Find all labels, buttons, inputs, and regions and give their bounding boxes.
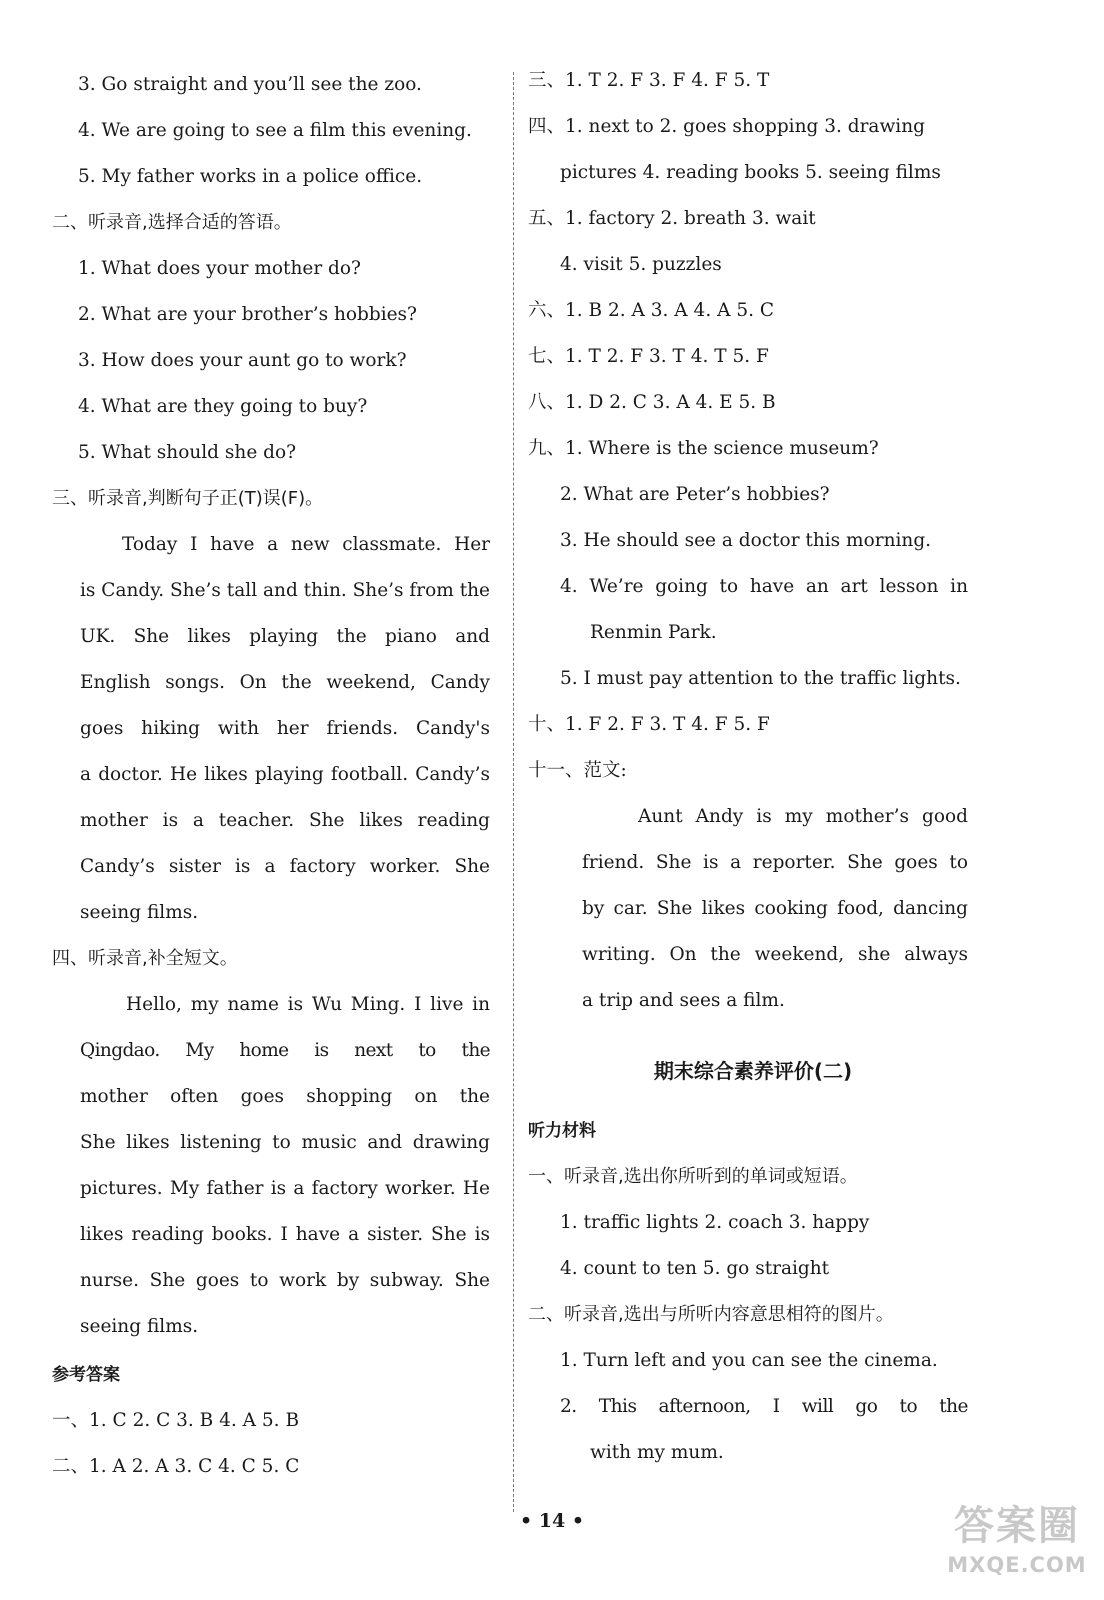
section-2-item-2: 2. This afternoon, I will go to the	[560, 1396, 968, 1417]
section-heading-4: 四、听录音,补全短文。	[52, 948, 238, 969]
passage-3-line: Today I have a new classmate. Her	[122, 534, 490, 555]
essay-line: a trip and sees a film.	[582, 990, 785, 1011]
listening-line-4: 4. We are going to see a film this evening.	[78, 120, 472, 141]
passage-4-line: nurse. She goes to work by subway. She	[80, 1270, 490, 1291]
left-column	[52, 62, 500, 1490]
question-3: 3. How does your aunt go to work?	[78, 350, 407, 371]
answers-part-3: 三、1. T 2. F 3. F 4. F 5. T	[528, 70, 770, 91]
passage-4-line: She likes listening to music and drawing	[80, 1132, 490, 1153]
page-number: • 14 •	[520, 1510, 584, 1532]
answers-part-9-item-3: 3. He should see a doctor this morning.	[560, 530, 932, 551]
essay-line: friend. She is a reporter. She goes to	[582, 852, 968, 873]
question-5: 5. What should she do?	[78, 442, 297, 463]
section-heading-3: 三、听录音,判断句子正(T)误(F)。	[52, 488, 324, 509]
passage-4-line: seeing films.	[80, 1316, 199, 1337]
essay-line: writing. On the weekend, she always	[582, 944, 968, 965]
listening-line-5: 5. My father works in a police office.	[78, 166, 423, 187]
answers-part-9-item-4: 4. We’re going to have an art lesson in	[560, 576, 968, 597]
answers-part-9-item-2: 2. What are Peter’s hobbies?	[560, 484, 830, 505]
exam-title: 期末综合素养评价(二)	[653, 1059, 853, 1083]
answers-part-9: 九、1. Where is the science museum?	[528, 438, 879, 459]
right-column	[528, 58, 978, 1476]
answers-label: 参考答案	[52, 1365, 120, 1385]
watermark-text-bottom: MXQE.COM	[947, 1553, 1087, 1577]
answers-part-5-cont: 4. visit 5. puzzles	[560, 254, 722, 275]
question-1: 1. What does your mother do?	[78, 258, 361, 279]
passage-3-line: a doctor. He likes playing football. Candy’s	[80, 764, 490, 785]
passage-4-line: Qingdao. My home is next to the	[80, 1040, 490, 1061]
watermark-logo	[942, 1500, 1092, 1590]
section-heading-2-new: 二、听录音,选出与所听内容意思相符的图片。	[528, 1304, 894, 1325]
answers-part-2: 二、1. A 2. A 3. C 4. C 5. C	[52, 1456, 300, 1477]
passage-4-line: pictures. My father is a factory worker. He	[80, 1178, 490, 1199]
passage-4-line: likes reading books. I have a sister. She is	[80, 1224, 490, 1245]
answers-part-4-cont: pictures 4. reading books 5. seeing films	[560, 162, 941, 183]
passage-3-line: goes hiking with her friends. Candy's	[80, 718, 490, 739]
question-2: 2. What are your brother’s hobbies?	[78, 304, 417, 325]
answers-part-9-item-4-cont: Renmin Park.	[590, 622, 717, 643]
answers-part-6: 六、1. B 2. A 3. A 4. A 5. C	[528, 300, 775, 321]
passage-3-line: is Candy. She’s tall and thin. She’s from the	[80, 580, 490, 601]
listening-line-3: 3. Go straight and you’ll see the zoo.	[78, 74, 422, 95]
passage-4-line: Hello, my name is Wu Ming. I live in	[126, 994, 490, 1015]
section-2-item-2-cont: with my mum.	[590, 1442, 724, 1463]
section-heading-2: 二、听录音,选择合适的答语。	[52, 212, 292, 233]
watermark-text-top: 答案圈	[954, 1503, 1080, 1549]
answers-part-4: 四、1. next to 2. goes shopping 3. drawing	[528, 116, 925, 137]
section-1-items-a: 1. traffic lights 2. coach 3. happy	[560, 1212, 870, 1233]
essay-line: by car. She likes cooking food, dancing	[582, 898, 968, 919]
answers-part-11: 十一、范文:	[528, 760, 627, 781]
question-4: 4. What are they going to buy?	[78, 396, 368, 417]
passage-3-line: Candy’s sister is a factory worker. She	[80, 856, 490, 877]
listening-materials-label: 听力材料	[528, 1121, 596, 1141]
section-1-items-b: 4. count to ten 5. go straight	[560, 1258, 830, 1279]
answers-part-8: 八、1. D 2. C 3. A 4. E 5. B	[528, 392, 776, 413]
answers-part-7: 七、1. T 2. F 3. T 4. T 5. F	[528, 346, 769, 367]
passage-3-line: English songs. On the weekend, Candy	[80, 672, 490, 693]
answers-part-10: 十、1. F 2. F 3. T 4. F 5. F	[528, 714, 770, 735]
section-heading-1: 一、听录音,选出你所听到的单词或短语。	[528, 1166, 858, 1187]
answers-part-9-item-5: 5. I must pay attention to the traffic lights.	[560, 668, 961, 689]
answers-part-1: 一、1. C 2. C 3. B 4. A 5. B	[52, 1410, 300, 1431]
passage-3-line: seeing films.	[80, 902, 199, 923]
essay-line: Aunt Andy is my mother’s good	[638, 806, 968, 827]
passage-3-line: UK. She likes playing the piano and	[80, 626, 490, 647]
passage-4-line: mother often goes shopping on the	[80, 1086, 490, 1107]
answers-part-5: 五、1. factory 2. breath 3. wait	[528, 208, 816, 229]
section-2-item-1: 1. Turn left and you can see the cinema.	[560, 1350, 938, 1371]
column-divider	[513, 72, 514, 1512]
passage-3-line: mother is a teacher. She likes reading	[80, 810, 490, 831]
